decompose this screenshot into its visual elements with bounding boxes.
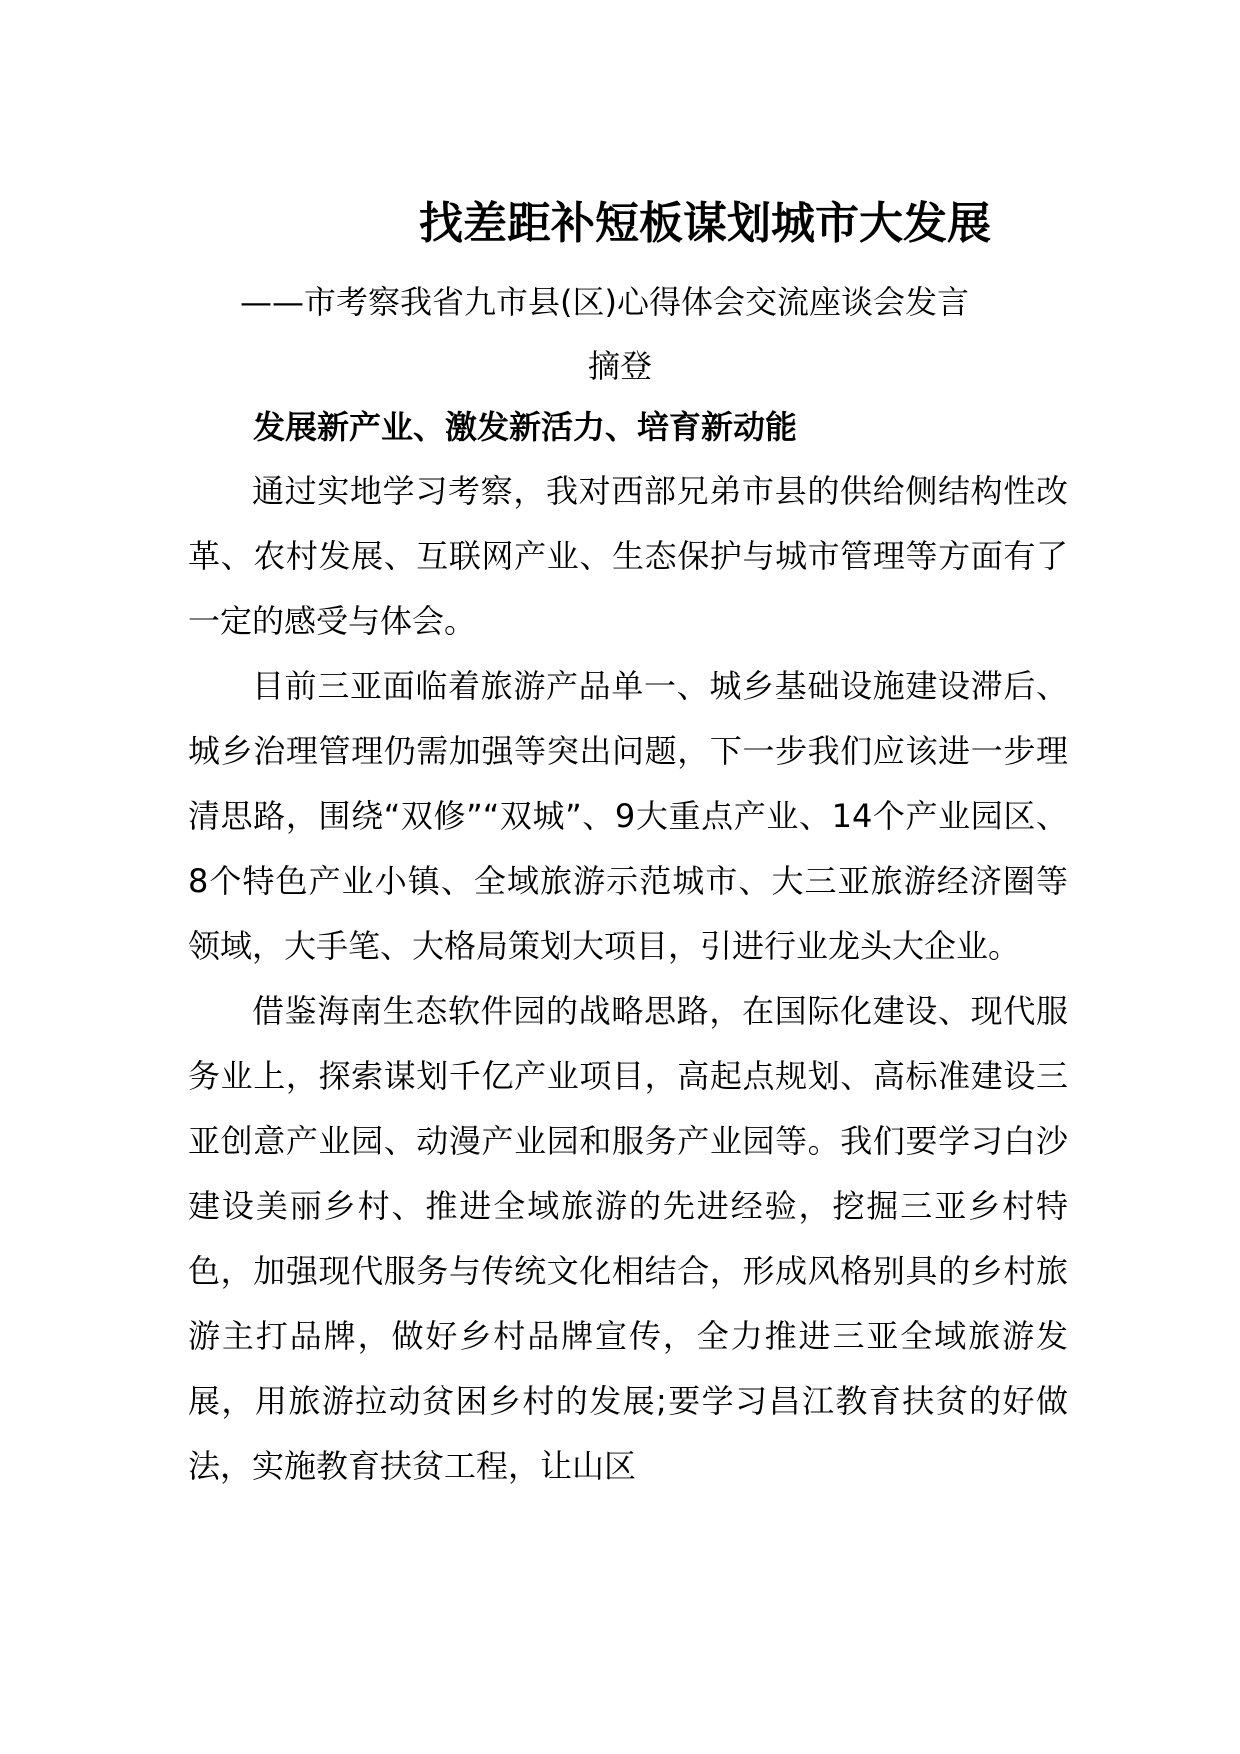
paragraph: 借鉴海南生态软件园的战略思路，在国际化建设、现代服务业上，探索谋划千亿产业项目，高起点规划、高标准建设三亚创意产业园、动漫产业园和服务产业园等。我们要学习白沙建设美丽乡村、推进全域旅游的先进经验，挖掘三亚乡村特色，加强现代服务与传统文化相结合，形成风格别具的乡村旅游主打品牌，做好乡村品牌宣传，全力推进三亚全域旅游发展，用旅游拉动贫困乡村的发展;要学习昌江教育扶贫的好做法，实施教育扶贫工程，让山区 bbox=[188, 992, 1068, 1485]
page-subtitle: ——市考察我省九市县(区)心得体会交流座谈会发言 bbox=[240, 283, 969, 321]
page-title: 找差距补短板谋划城市大发展 bbox=[419, 198, 991, 249]
paragraph: 目前三亚面临着旅游产品单一、城乡基础设施建设滞后、城乡治理管理仍需加强等突出问题，下一步我们应该进一步理清思路，围绕“双修”“双城”、9大重点产业、14个产业园区、8个特色产业小镇、全域旅游示范城市、大三亚旅游经济圈等领域，大手笔、大格局策划大项目，引进行业龙头大企业。 bbox=[188, 667, 1068, 965]
body-text bbox=[188, 459, 1068, 1499]
page-subtitle-continuation: 摘登 bbox=[587, 347, 652, 385]
section-heading: 发展新产业、激发新活力、培育新动能 bbox=[253, 408, 798, 446]
paragraph: 通过实地学习考察，我对西部兄弟市县的供给侧结构性改革、农村发展、互联网产业、生态保护与城市管理等方面有了一定的感受与体会。 bbox=[188, 472, 1068, 640]
